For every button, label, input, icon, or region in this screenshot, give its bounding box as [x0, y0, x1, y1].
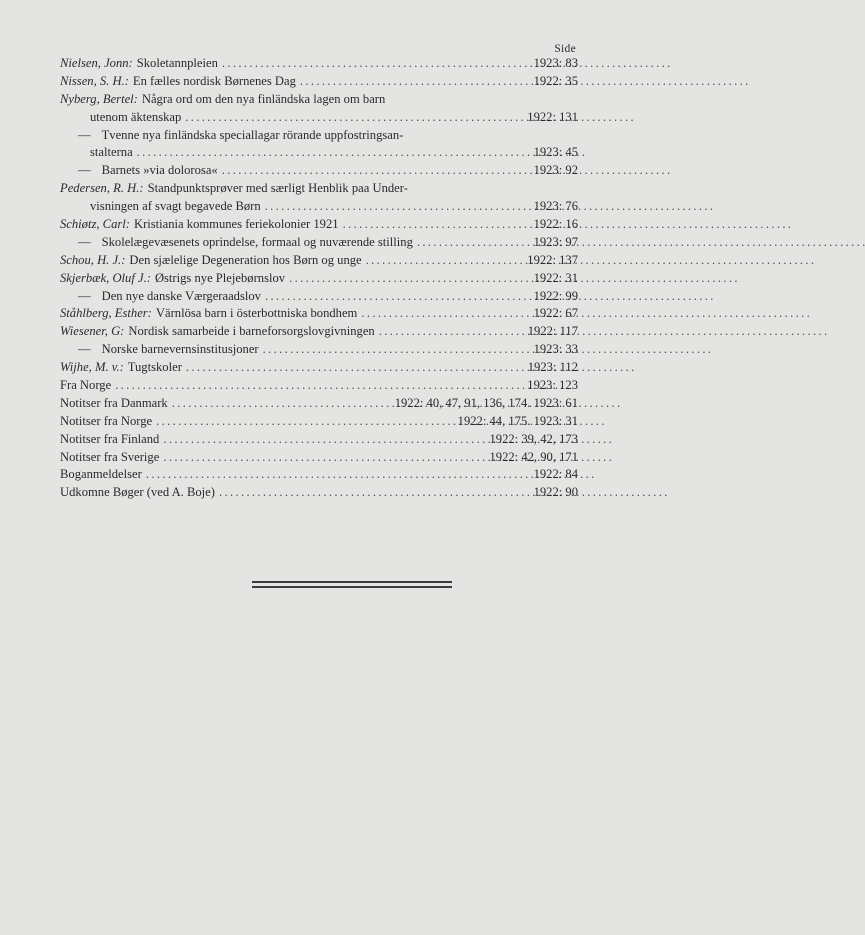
ditto-dash: —	[78, 163, 91, 178]
end-rule-top	[252, 581, 452, 583]
index-entry	[60, 144, 578, 162]
entry-page-ref: 1923: 112	[527, 360, 578, 375]
entry-title: Kristiania kommunes feriekolonier 1921	[133, 217, 339, 232]
entry-page-ref: 1923: 92	[533, 163, 578, 178]
entry-title: Skoletannpleien	[136, 56, 218, 70]
entry-page-ref: 1922: 67	[533, 306, 578, 321]
index-entry	[60, 91, 578, 109]
entry-title: Norske barnevernsinstitusjoner	[101, 342, 259, 357]
index-entry	[60, 216, 578, 234]
entry-page-ref: 1922: 44, 175. 1923: 31	[457, 413, 578, 428]
entry-title: Barnets »via dolorosa«	[101, 163, 218, 178]
entry-title: utenom äktenskap	[90, 109, 182, 124]
entry-author: Nyberg, Bertel:	[60, 91, 138, 106]
entry-author: Ståhlberg, Esther:	[60, 306, 152, 321]
entry-page-ref: 1923: 123	[527, 378, 578, 393]
entry-page-ref: 1922: 131	[527, 109, 578, 124]
index-entry	[60, 288, 578, 306]
ditto-dash: —	[78, 342, 91, 357]
entry-title: stalterna	[90, 145, 133, 160]
dot-leader	[163, 449, 485, 467]
entry-page-ref: 1922: 137	[527, 252, 578, 267]
dot-leader	[146, 466, 530, 484]
dot-leader	[115, 377, 523, 395]
entry-title: Tugtskoler	[127, 360, 182, 375]
entry-title: Notitser fra Danmark	[60, 395, 168, 410]
entry-page-ref: 1922: 90	[533, 485, 578, 500]
entry-title: Den nye danske Værgeraadslov	[101, 288, 261, 303]
entry-title: Skolelægevæsenets oprindelse, formaal og nuværende stilling	[101, 234, 413, 249]
index-entry	[60, 323, 578, 341]
index-entry	[60, 305, 578, 323]
entry-page-ref: 1922: 40, 47, 91, 136, 174. 1923: 61	[394, 395, 578, 410]
index-entry	[60, 198, 578, 216]
dot-leader	[156, 413, 454, 431]
index-entry	[60, 449, 578, 467]
entry-title: En fælles nordisk Børnenes Dag	[132, 73, 296, 88]
entry-title: Notitser fra Norge	[60, 413, 153, 428]
index-entry	[60, 252, 578, 270]
entry-title: Østrigs nye Plejebørnslov	[154, 270, 286, 285]
index-entry	[60, 73, 578, 91]
entry-title: Fra Norge	[60, 378, 112, 393]
entry-author: Nissen, S. H.:	[60, 73, 129, 88]
dot-leader	[137, 144, 530, 162]
entry-page-ref: 1922: 42, 90, 171	[489, 449, 578, 464]
index-entry	[60, 55, 578, 73]
entry-page-ref: 1922: 84	[533, 467, 578, 482]
dot-leader	[263, 341, 530, 359]
index-list	[60, 55, 578, 502]
entry-title: Udkomne Bøger (ved A. Boje)	[60, 485, 215, 500]
entry-author: Schou, H. J.:	[60, 252, 126, 267]
dot-leader	[172, 395, 391, 413]
ditto-dash: —	[78, 127, 91, 142]
index-entry	[60, 395, 578, 413]
dot-leader	[417, 234, 530, 252]
entry-page-ref: 1922: 117	[527, 324, 578, 339]
index-entry	[60, 180, 578, 198]
ditto-dash: —	[78, 288, 91, 303]
entry-title: Notitser fra Sverige	[60, 449, 160, 464]
dot-leader	[265, 288, 530, 306]
entry-page-ref: 1922: 35	[533, 73, 578, 88]
entry-page-ref: 1922: 39, 42, 173	[489, 431, 578, 446]
entry-author: Wijhe, M. v.:	[60, 360, 124, 375]
entry-title: Den sjælelige Degeneration hos Børn og unge	[129, 252, 362, 267]
entry-title: Värnlösa barn i österbottniska bondhem	[155, 306, 358, 321]
entry-title: Standpunktsprøver med særligt Henblik paa Under-	[147, 181, 408, 196]
entry-title: Några ord om den nya finländska lagen om barn	[141, 91, 386, 106]
end-rule-bottom	[252, 586, 452, 588]
entry-page-ref: 1923: 83	[533, 56, 578, 70]
entry-page-ref: 1922: 99	[533, 288, 578, 303]
entry-title: Tvenne nya finländska speciallagar rörande uppfostringsan-	[101, 127, 404, 142]
entry-author: Pedersen, R. H.:	[60, 181, 144, 196]
dot-leader	[265, 198, 530, 216]
index-entry	[60, 109, 578, 127]
entry-title: Nordisk samarbeide i barneforsorgslovgivningen	[128, 324, 375, 339]
dot-leader	[379, 323, 524, 341]
entry-author: Schiøtz, Carl:	[60, 217, 130, 232]
dot-leader	[289, 270, 529, 288]
side-column-header: Side	[554, 43, 576, 55]
dot-leader	[185, 109, 523, 127]
entry-author: Wiesener, G:	[60, 324, 125, 339]
index-entry	[60, 127, 578, 145]
index-entry	[60, 270, 578, 288]
index-entry	[60, 234, 578, 252]
dot-leader	[163, 431, 485, 449]
index-entry	[60, 341, 578, 359]
dot-leader	[186, 359, 524, 377]
dot-leader	[222, 162, 530, 180]
dot-leader	[343, 216, 530, 234]
entry-author: Skjerbæk, Oluf J.:	[60, 270, 151, 285]
index-entry	[60, 377, 578, 395]
dot-leader	[366, 252, 524, 270]
index-entry	[60, 466, 578, 484]
entry-page-ref: 1923: 33	[533, 342, 578, 357]
entry-title: Notitser fra Finland	[60, 431, 160, 446]
index-entry	[60, 162, 578, 180]
entry-title: Boganmeldelser	[60, 467, 142, 482]
index-entry	[60, 359, 578, 377]
entry-page-ref: 1923: 76	[533, 199, 578, 214]
dot-leader	[300, 73, 530, 91]
index-entry	[60, 431, 578, 449]
entry-page-ref: 1922: 31	[533, 270, 578, 285]
entry-page-ref: 1923: 45	[533, 145, 578, 160]
entry-page-ref: 1923: 97	[533, 234, 578, 249]
entry-title: visningen af svagt begavede Børn	[90, 199, 261, 214]
dot-leader	[222, 55, 530, 73]
dot-leader	[361, 305, 529, 323]
index-entry	[60, 413, 578, 431]
index-entry	[60, 484, 578, 502]
dot-leader	[219, 484, 530, 502]
ditto-dash: —	[78, 234, 91, 249]
entry-page-ref: 1922: 16	[533, 217, 578, 232]
entry-author: Nielsen, Jonn:	[60, 56, 133, 70]
